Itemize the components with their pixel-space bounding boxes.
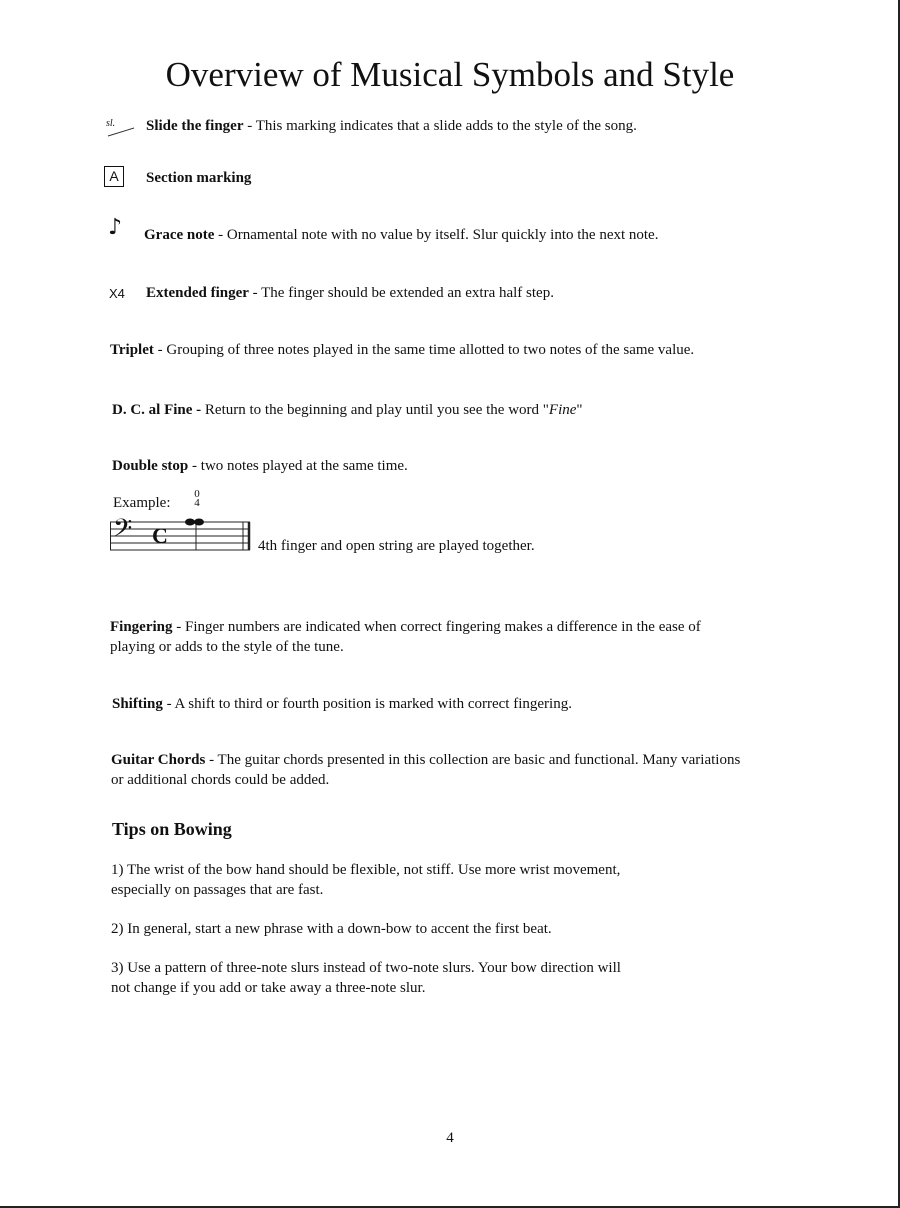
bowing-tip-3-line-2: not change if you add or take away a three-note slur. [111,980,426,996]
fingering-desc-2: playing or adds to the style of the tune. [110,639,344,655]
grace-term: Grace note [144,227,215,243]
bowing-tip-2: 2) In general, start a new phrase with a down-bow to accent the first beat. [111,921,552,937]
double-stop-desc: - two notes played at the same time. [188,458,408,474]
common-time-icon: C [152,523,168,548]
triplet-entry [110,340,694,360]
example-label: Example: [113,495,171,511]
guitar-chords-entry [111,750,881,790]
dc-al-fine-desc: Return to the beginning and play until you see the word " [204,402,549,418]
dc-al-fine-term: D. C. al Fine - [112,402,205,418]
dc-al-fine-close: " [576,402,583,418]
finger-open: 0 [194,488,200,500]
fingering-term: Fingering [110,619,173,635]
bowing-tip-1 [111,860,620,900]
section-term: Section marking [146,170,252,186]
dc-al-fine-entry [112,400,583,420]
extended-symbol: X4 [109,286,125,301]
slide-symbol: sl. [104,116,136,140]
bowing-tip-1-line-2: especially on passages that are fast. [111,882,324,898]
guitar-chords-desc: - The guitar chords presented in this collection are basic and functional. Many variations [205,752,741,768]
slide-desc: - This marking indicates that a slide adds to the style of the song. [243,118,637,134]
extended-term: Extended finger [146,285,249,301]
example-caption: 4th finger and open string are played together. [258,538,535,554]
triplet-term: Triplet [110,342,154,358]
slide-entry [146,116,637,136]
shifting-term: Shifting [112,696,163,712]
grace-entry [144,225,658,245]
double-stop-term: Double stop [112,458,189,474]
fine-word: Fine [548,402,577,418]
bass-clef-icon: 𝄢 [113,514,133,549]
shifting-entry [112,694,572,714]
triplet-desc: - Grouping of three notes played in the same time allotted to two notes of the same value. [153,342,695,358]
guitar-chords-term: Guitar Chords [111,752,206,768]
fingering-entry [110,617,870,657]
grace-desc: - Ornamental note with no value by itself. Slur quickly into the next note. [214,227,659,243]
bowing-tip-3-line-1: 3) Use a pattern of three-note slurs instead of two-note slurs. Your bow direction will [111,960,621,976]
bowing-tip-1-line-1: 1) The wrist of the bow hand should be flexible, not stiff. Use more wrist movement, [111,862,621,878]
example-fingering [192,490,202,508]
extended-entry [146,283,554,303]
section-symbol: A [104,166,124,187]
page-title: Overview of Musical Symbols and Style [165,55,735,94]
fingering-desc: - Finger numbers are indicated when correct fingering makes a difference in the ease of [172,619,701,635]
bowing-tip-3 [111,958,621,998]
guitar-chords-desc-2: or additional chords could be added. [111,772,330,788]
grace-note-icon: ♪ [108,215,123,240]
bowing-heading: Tips on Bowing [112,819,232,839]
slide-term: Slide the finger [146,118,244,134]
example-staff [110,514,252,560]
extended-desc: - The finger should be extended an extra half step. [248,285,554,301]
double-stop-entry [112,456,408,476]
finger-four: 4 [194,497,200,509]
shifting-desc: - A shift to third or fourth position is marked with correct fingering. [162,696,572,712]
page-number: 4 [446,1130,454,1146]
